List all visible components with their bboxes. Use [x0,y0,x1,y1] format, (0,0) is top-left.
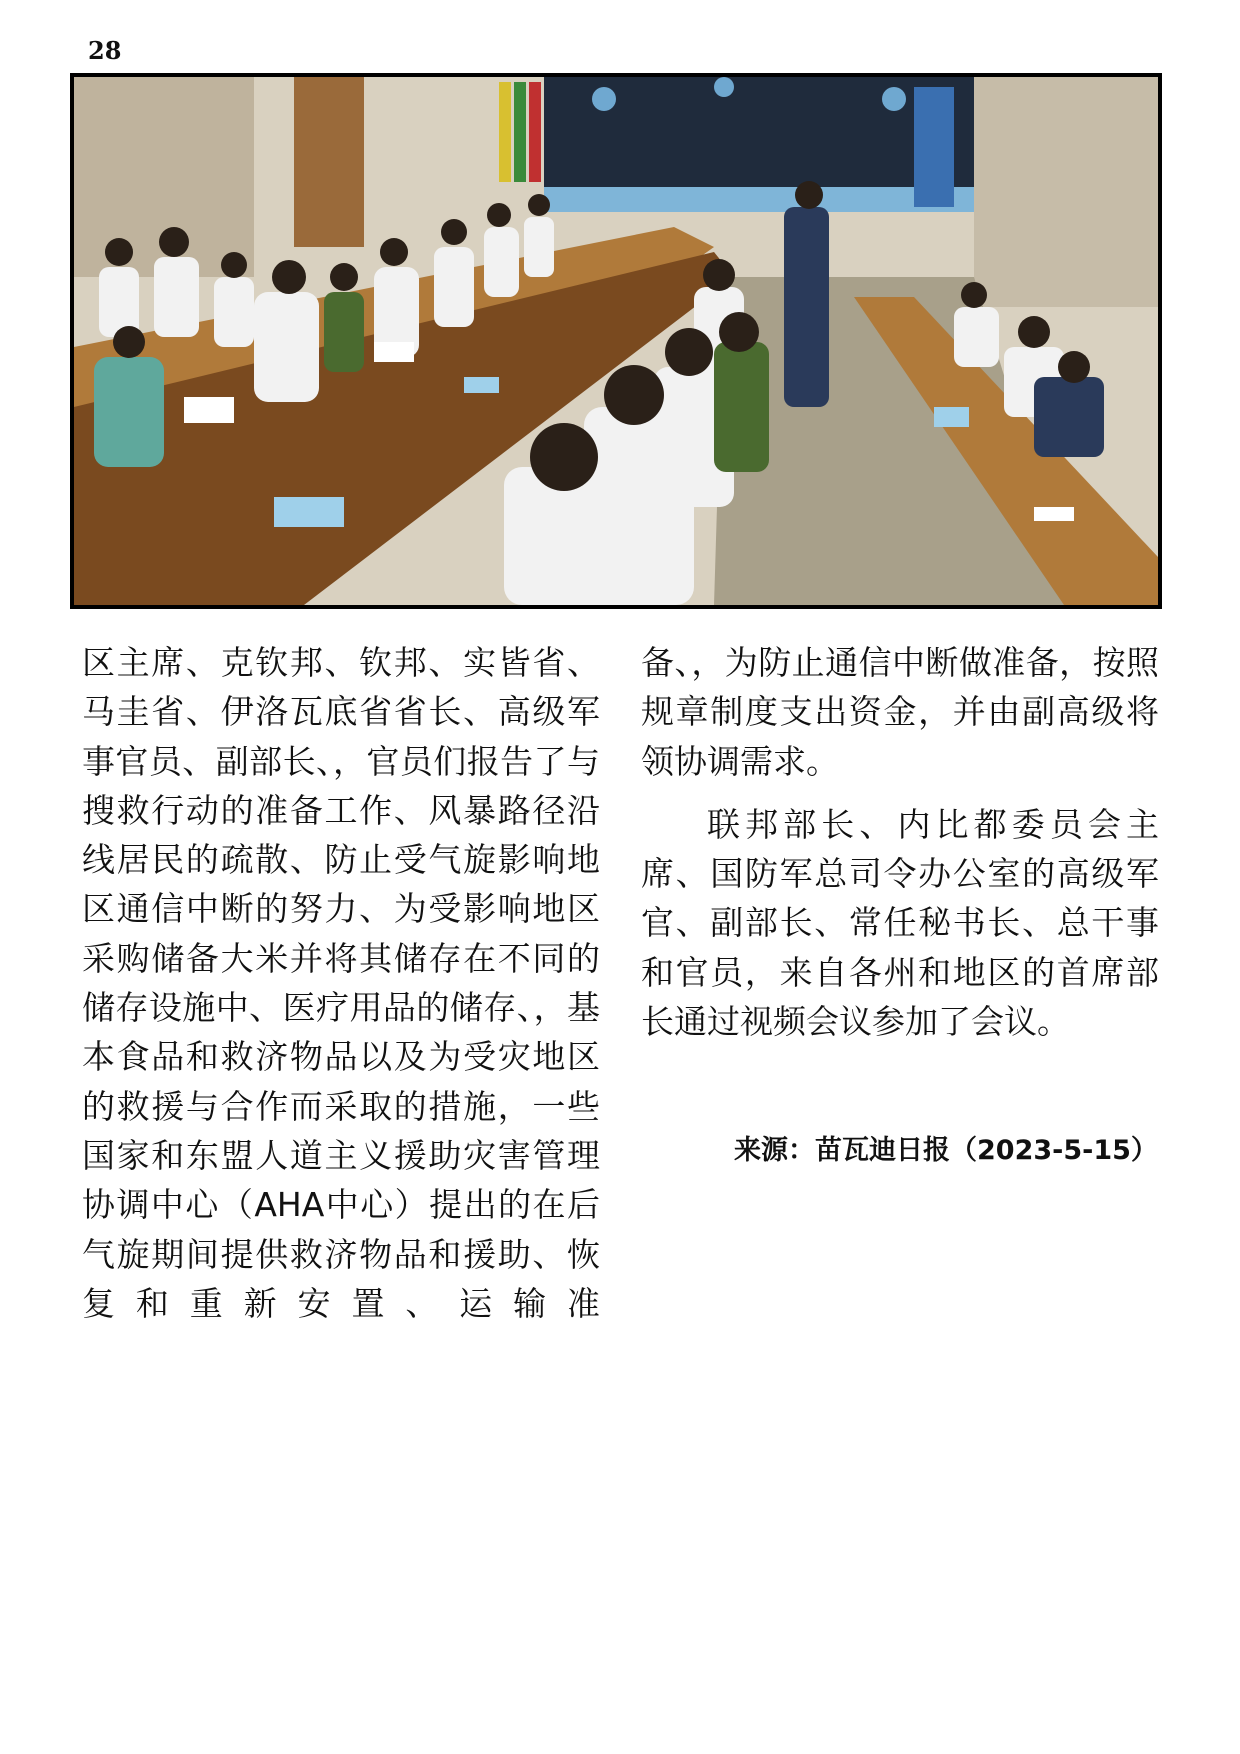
source-citation: 来源：苗瓦迪日报（2023-5-15） [734,1135,1158,1166]
meeting-room-photo-icon [74,77,1158,605]
meeting-photo [70,73,1162,609]
article-paragraph: 区主席、克钦邦、钦邦、实皆省、马圭省、伊洛瓦底省省长、高级军事官员、副部长、，官员们报告了与搜救行动的准备工作、风暴路径沿线居民的疏散、防止受气旋影响地区通信中断的努力、为受影响地区采购储备大米并将其储存在不同的储存设施中、医疗用品的储存、，基本食品和救济物品以及为受灾地区的救援与合作而采取的措施，一些国家和东盟人道主义援助灾害管理协调中心（AHA中心）提出的在后气旋期间提供救济物品和援助、恢复和重新安置、运输准 [82,643,600,1323]
article-left-column [82,638,600,1328]
article-right-column [641,638,1159,1046]
article-paragraph: 联邦部长、内比都委员会主席、国防军总司令办公室的高级军官、副部长、常任秘书长、总干事和官员，来自各州和地区的首席部长通过视频会议参加了会议。 [641,804,1159,1042]
article-paragraph: 备、，为防止通信中断做准备，按照规章制度支出资金，并由副高级将领协调需求。 [641,643,1159,781]
page-number: 28 [88,36,122,65]
